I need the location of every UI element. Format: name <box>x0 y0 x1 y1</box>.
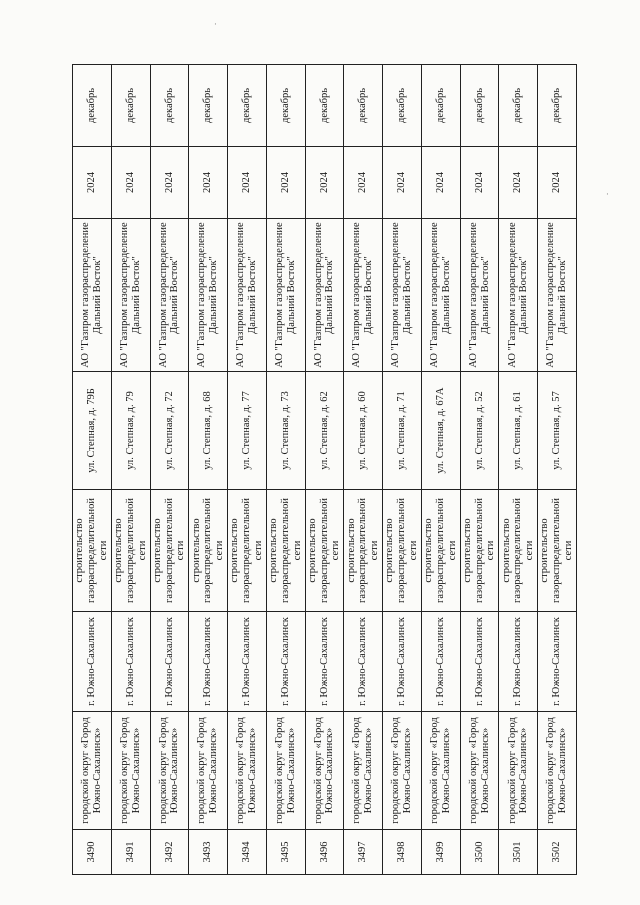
organization-cell: АО "Газпром газораспределение Дальний Восток" <box>383 219 422 372</box>
year-cell: 2024 <box>499 147 538 219</box>
locality-cell: г. Южно-Сахалинск <box>189 612 228 712</box>
organization-cell: АО "Газпром газораспределение Дальний Восток" <box>150 219 189 372</box>
municipality-cell: городской округ «Город Южно-Сахалинск» <box>499 712 538 830</box>
work-type-cell: строительство газораспределительной сети <box>344 490 383 612</box>
scan-speck-right: · <box>606 190 609 200</box>
row-number-cell: 3493 <box>189 830 228 875</box>
month-cell: декабрь <box>150 65 189 147</box>
rotated-table-container <box>72 65 577 875</box>
locality-cell: г. Южно-Сахалинск <box>499 612 538 712</box>
address-cell: ул. Степная, д. 71 <box>383 372 422 490</box>
locality-cell: г. Южно-Сахалинск <box>305 612 344 712</box>
address-cell: ул. Степная, д. 77 <box>228 372 267 490</box>
month-cell: декабрь <box>305 65 344 147</box>
month-cell: декабрь <box>228 65 267 147</box>
month-cell: декабрь <box>421 65 460 147</box>
address-cell: ул. Степная, д. 60 <box>344 372 383 490</box>
month-cell: декабрь <box>73 65 112 147</box>
row-number-cell: 3494 <box>228 830 267 875</box>
month-cell: декабрь <box>460 65 499 147</box>
municipality-cell: городской округ «Город Южно-Сахалинск» <box>228 712 267 830</box>
table-row <box>499 65 538 875</box>
row-number-cell: 3491 <box>111 830 150 875</box>
year-cell: 2024 <box>266 147 305 219</box>
organization-cell: АО "Газпром газораспределение Дальний Восток" <box>344 219 383 372</box>
year-cell: 2024 <box>460 147 499 219</box>
locality-cell: г. Южно-Сахалинск <box>150 612 189 712</box>
municipality-cell: городской округ «Город Южно-Сахалинск» <box>344 712 383 830</box>
year-cell: 2024 <box>150 147 189 219</box>
municipality-cell: городской округ «Город Южно-Сахалинск» <box>150 712 189 830</box>
year-cell: 2024 <box>111 147 150 219</box>
month-cell: декабрь <box>111 65 150 147</box>
address-cell: ул. Степная, д. 68 <box>189 372 228 490</box>
organization-cell: АО "Газпром газораспределение Дальний Восток" <box>189 219 228 372</box>
year-cell: 2024 <box>421 147 460 219</box>
address-cell: ул. Степная, д. 72 <box>150 372 189 490</box>
organization-cell: АО "Газпром газораспределение Дальний Восток" <box>460 219 499 372</box>
year-cell: 2024 <box>228 147 267 219</box>
table-row <box>150 65 189 875</box>
work-type-cell: строительство газораспределительной сети <box>499 490 538 612</box>
locality-cell: г. Южно-Сахалинск <box>228 612 267 712</box>
row-number-cell: 3499 <box>421 830 460 875</box>
table-row <box>538 65 577 875</box>
locality-cell: г. Южно-Сахалинск <box>421 612 460 712</box>
organization-cell: АО "Газпром газораспределение Дальний Восток" <box>266 219 305 372</box>
table-row <box>383 65 422 875</box>
month-cell: декабрь <box>499 65 538 147</box>
year-cell: 2024 <box>189 147 228 219</box>
table-row <box>73 65 112 875</box>
municipality-cell: городской округ «Город Южно-Сахалинск» <box>538 712 577 830</box>
row-number-cell: 3490 <box>73 830 112 875</box>
gas-network-schedule-table <box>72 64 577 875</box>
table-body <box>73 65 577 875</box>
address-cell: ул. Степная, д. 79Б <box>73 372 112 490</box>
address-cell: ул. Степная, д. 62 <box>305 372 344 490</box>
address-cell: ул. Степная, д. 57 <box>538 372 577 490</box>
work-type-cell: строительство газораспределительной сети <box>189 490 228 612</box>
table-row <box>189 65 228 875</box>
row-number-cell: 3496 <box>305 830 344 875</box>
month-cell: декабрь <box>344 65 383 147</box>
month-cell: декабрь <box>189 65 228 147</box>
table-row <box>228 65 267 875</box>
address-cell: ул. Степная, д. 52 <box>460 372 499 490</box>
work-type-cell: строительство газораспределительной сети <box>73 490 112 612</box>
work-type-cell: строительство газораспределительной сети <box>228 490 267 612</box>
work-type-cell: строительство газораспределительной сети <box>383 490 422 612</box>
address-cell: ул. Степная, д. 79 <box>111 372 150 490</box>
locality-cell: г. Южно-Сахалинск <box>111 612 150 712</box>
year-cell: 2024 <box>344 147 383 219</box>
table-row <box>421 65 460 875</box>
municipality-cell: городской округ «Город Южно-Сахалинск» <box>460 712 499 830</box>
year-cell: 2024 <box>305 147 344 219</box>
work-type-cell: строительство газораспределительной сети <box>266 490 305 612</box>
table-row <box>111 65 150 875</box>
organization-cell: АО "Газпром газораспределение Дальний Восток" <box>111 219 150 372</box>
table-row <box>460 65 499 875</box>
organization-cell: АО "Газпром газораспределение Дальний Восток" <box>421 219 460 372</box>
locality-cell: г. Южно-Сахалинск <box>344 612 383 712</box>
municipality-cell: городской округ «Город Южно-Сахалинск» <box>73 712 112 830</box>
organization-cell: АО "Газпром газораспределение Дальний Восток" <box>228 219 267 372</box>
row-number-cell: 3497 <box>344 830 383 875</box>
work-type-cell: строительство газораспределительной сети <box>150 490 189 612</box>
table-row <box>305 65 344 875</box>
organization-cell: АО "Газпром газораспределение Дальний Восток" <box>305 219 344 372</box>
table-row <box>344 65 383 875</box>
municipality-cell: городской округ «Город Южно-Сахалинск» <box>305 712 344 830</box>
row-number-cell: 3492 <box>150 830 189 875</box>
row-number-cell: 3500 <box>460 830 499 875</box>
work-type-cell: строительство газораспределительной сети <box>538 490 577 612</box>
month-cell: декабрь <box>538 65 577 147</box>
locality-cell: г. Южно-Сахалинск <box>383 612 422 712</box>
locality-cell: г. Южно-Сахалинск <box>460 612 499 712</box>
row-number-cell: 3502 <box>538 830 577 875</box>
work-type-cell: строительство газораспределительной сети <box>421 490 460 612</box>
municipality-cell: городской округ «Город Южно-Сахалинск» <box>421 712 460 830</box>
row-number-cell: 3495 <box>266 830 305 875</box>
organization-cell: АО "Газпром газораспределение Дальний Восток" <box>73 219 112 372</box>
municipality-cell: городской округ «Город Южно-Сахалинск» <box>266 712 305 830</box>
municipality-cell: городской округ «Город Южно-Сахалинск» <box>383 712 422 830</box>
scan-speck-top: · <box>214 20 217 30</box>
organization-cell: АО "Газпром газораспределение Дальний Восток" <box>499 219 538 372</box>
work-type-cell: строительство газораспределительной сети <box>460 490 499 612</box>
address-cell: ул. Степная, д. 67А <box>421 372 460 490</box>
row-number-cell: 3501 <box>499 830 538 875</box>
table-row <box>266 65 305 875</box>
year-cell: 2024 <box>73 147 112 219</box>
locality-cell: г. Южно-Сахалинск <box>266 612 305 712</box>
year-cell: 2024 <box>538 147 577 219</box>
municipality-cell: городской округ «Город Южно-Сахалинск» <box>111 712 150 830</box>
address-cell: ул. Степная, д. 61 <box>499 372 538 490</box>
year-cell: 2024 <box>383 147 422 219</box>
work-type-cell: строительство газораспределительной сети <box>111 490 150 612</box>
work-type-cell: строительство газораспределительной сети <box>305 490 344 612</box>
month-cell: декабрь <box>266 65 305 147</box>
address-cell: ул. Степная, д. 73 <box>266 372 305 490</box>
row-number-cell: 3498 <box>383 830 422 875</box>
month-cell: декабрь <box>383 65 422 147</box>
municipality-cell: городской округ «Город Южно-Сахалинск» <box>189 712 228 830</box>
organization-cell: АО "Газпром газораспределение Дальний Восток" <box>538 219 577 372</box>
locality-cell: г. Южно-Сахалинск <box>73 612 112 712</box>
locality-cell: г. Южно-Сахалинск <box>538 612 577 712</box>
